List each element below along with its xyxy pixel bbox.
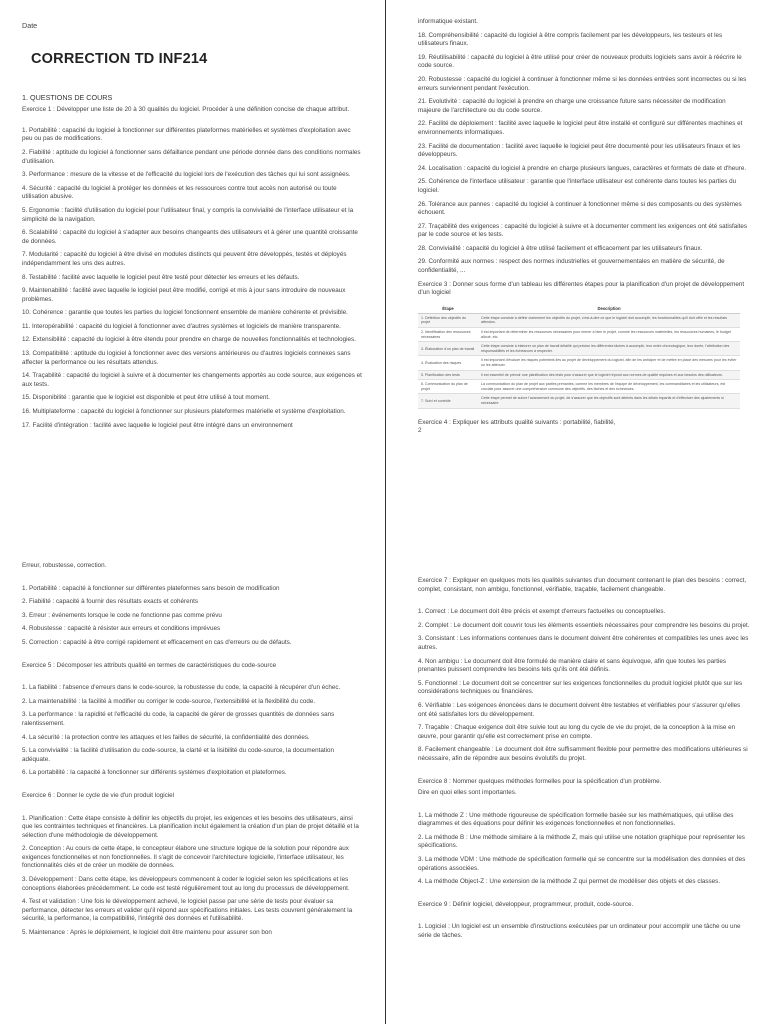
- list-item: 3. La méthode VDM : Une méthode de spécification formelle qui se concentre sur la modélisation des données et des opérations associées.: [418, 856, 746, 872]
- list-item: 4. La méthode Object-Z : Une extension de la méthode Z qui permet de modéliser des objets et des classes.: [418, 878, 721, 886]
- section-heading: 1. QUESTIONS DE COURS: [22, 92, 113, 102]
- list-item: 1. Planification : Cette étape consiste à définir les objectifs du projet, les exigences et les besoins des utilisateurs, ainsi que les contraintes techniques et financières. La planification inclut également la création d'un plan de projet détaillé et la sélection d'une méthodologie de développement.: [22, 814, 359, 839]
- continuation-text: informatique existant.: [418, 18, 478, 25]
- table-cell-step: 6. Communication du plan de projet: [418, 380, 478, 394]
- exercise-7-prompt: Exercice 7 : Expliquer en quelques mots les qualités suivantes d'un document contenant le plan des besoins : correct, complet, consistant, non ambigu, fonctionnel, vérifiable, traçable, facilement changeable.: [418, 577, 747, 593]
- formal-methods-list: [418, 812, 750, 887]
- table-header-row: [418, 304, 740, 314]
- list-item: 4. La sécurité : la protection contre les attaques et les failles de sécurité, la confidentialité des données.: [22, 733, 310, 741]
- definitions-list: [418, 923, 750, 940]
- list-item: 7. Modularité : capacité du logiciel à être divisé en modules distincts qui peuvent être développés, testés et déployés indépendamment les uns des autres.: [22, 251, 347, 267]
- table-row: [418, 342, 740, 356]
- table-cell-step: 1. Définition des objectifs du projet: [418, 313, 478, 327]
- table-cell-description: Il est important d'évaluer les risques potentiels liés au projet de développement du logiciel, afin de les anticiper et de mettre en place des mesures pour les éviter ou les atténuer.: [478, 356, 740, 370]
- list-item: 2. La maintenabilité : la facilité à modifier ou corriger le code-source, l'extensibilité et la flexibilité du code.: [22, 697, 316, 705]
- list-item: 1. Logiciel : Un logiciel est un ensemble d'instructions exécutées par un ordinateur pour accomplir une tâche ou une série de tâches.: [418, 923, 741, 940]
- page-number: 2: [418, 427, 422, 435]
- list-item: 20. Robustesse : capacité du logiciel à continuer à fonctionner même si les données entrées sont incorrectes ou si les erreurs surviennent pendant l'exécution.: [418, 75, 747, 92]
- table-cell-step: 5. Planification des tests: [418, 370, 478, 380]
- table-row: [418, 394, 740, 408]
- list-item: 27. Traçabilité des exigences : capacité du logiciel à suivre et à documenter comment les exigences ont été satisfaites par le code source et les tests.: [418, 222, 748, 239]
- exercise-1-prompt: Exercice 1 : Développer une liste de 20 à 30 qualités du logiciel. Procéder à une définition concise de chaque attribut.: [22, 106, 350, 114]
- list-item: 17. Facilité d'intégration : facilité avec laquelle le logiciel peut être intégré dans un environnement: [22, 421, 293, 429]
- list-item: 29. Conformité aux normes : respect des normes industrielles et gouvernementales en matière de sécurité, de confidentialité, ...: [418, 258, 725, 275]
- page-bottom-right: [418, 577, 750, 1024]
- exercise-8-prompt-cont: Dire en quoi elles sont importantes.: [418, 789, 517, 797]
- list-item: 26. Tolérance aux pannes : capacité du logiciel à continuer à fonctionner même si des composants ou des systèmes échouent.: [418, 200, 742, 217]
- page-bottom-left: [22, 562, 362, 1024]
- list-item: 1. La méthode Z : Une méthode rigoureuse de spécification formelle basée sur les mathématiques, qui utilise des diagrammes et des équations pour définir les exigences fonctionnelles et non fonctionnelles.: [418, 811, 734, 828]
- list-item: 3. Erreur : événements lorsque le code ne fonctionne pas comme prévu: [22, 611, 222, 619]
- table-cell-description: La communication du plan de projet aux parties prenantes, comme les membres de l'équipe de développement, les commanditaires et les utilisateurs, est cruciale pour assurer une compréhension commune des objectifs, des tâches et des échéances.: [478, 380, 740, 394]
- list-item: 2. La méthode B : Une méthode similaire à la méthode Z, mais qui utilise une notation graphique pour représenter les spécifications.: [418, 833, 745, 850]
- source-code-characteristics-list: [22, 684, 362, 778]
- list-item: 16. Multiplateforme : capacité du logiciel à fonctionner sur plusieurs plateformes matérielle et système d'exploitation.: [22, 408, 346, 416]
- exercise-3-prompt: Exercice 3 : Donner sous forme d'un tableau les différentes étapes pour la planification d'un projet de développement d'un logiciel: [418, 280, 745, 297]
- list-item: 1. Portabilité : capacité du logiciel à fonctionner sur différentes plateformes matérielles et systèmes d'exploitation avec peu ou pas de modifications.: [22, 126, 351, 143]
- table-row: [418, 328, 740, 342]
- quality-list-1: [22, 127, 362, 430]
- list-item: 3. Performance : mesure de la vitesse et de l'efficacité du logiciel lors de l'exécution des tâches qui lui sont assignées.: [22, 171, 351, 179]
- attribute-list: [22, 585, 362, 648]
- list-item: 1. Portabilité : capacité à fonctionner sur différentes plateformes sans besoin de modification: [22, 584, 280, 592]
- table-row: [418, 356, 740, 370]
- list-item: 4. Sécurité : capacité du logiciel à protéger les données et les ressources contre tout accès non autorisé ou toute utilisation abusive.: [22, 184, 337, 201]
- quality-list-2: [418, 32, 750, 276]
- list-item: 13. Compatibilité : aptitude du logiciel à fonctionner avec des versions antérieures ou d'autres logiciels connexes sans affecter la performance ou les résultats attendus.: [22, 350, 351, 366]
- list-item: 3. Développement : Dans cette étape, les développeurs commencent à coder le logiciel selon les spécifications et les conceptions élaborées précédemment. Le code est testé régulièrement tout au long du processus de développement.: [22, 876, 350, 892]
- exercise-8-prompt: Exercice 8 : Nommer quelques méthodes formelles pour la spécification d'un problème.: [418, 777, 662, 785]
- list-item: 25. Cohérence de l'interface utilisateur : garantie que l'interface utilisateur est cohérente dans toutes les parties du logiciel.: [418, 178, 737, 194]
- list-item: 5. La convivialité : la facilité d'utilisation du code-source, la clarté et la lisibilité du code-source, la documentation adéquate.: [22, 747, 335, 763]
- list-item: 7. Traçable : Chaque exigence doit être suivie tout au long du cycle de vie du projet, de la conception à la mise en œuvre, pour garantir qu'elle est correctement prise en compte.: [418, 724, 736, 740]
- list-item: 9. Maintenabilité : facilité avec laquelle le logiciel peut être modifié, corrigé et mis à jour sans introduire de nouveaux problèmes.: [22, 287, 346, 303]
- list-item: 22. Facilité de déploiement : facilité avec laquelle le logiciel peut être installé et configuré sur différentes machines et environnements informatiques.: [418, 120, 743, 136]
- list-item: 24. Localisation : capacité du logiciel à prendre en charge plusieurs langues, caractères et formats de date et d'heure.: [418, 164, 747, 172]
- list-item: 4. Test et validation : Une fois le développement achevé, le logiciel passe par une série de tests pour évaluer sa performance, détecter les erreurs et valider qu'il répond aux spécifications initiales. Les tests couvrent généralement la sécurité, la performance, la compatibilité, l'intégrité des données et l'utilisabilité.: [22, 898, 353, 923]
- list-item: 5. Maintenance : Après le déploiement, le logiciel doit être maintenu pour assurer son bon: [22, 929, 272, 937]
- exercise-6-prompt: Exercice 6 : Donner le cycle de vie d'un produit logiciel: [22, 791, 175, 799]
- table-header-description: Description: [478, 304, 740, 314]
- list-item: 10. Cohérence : garantie que toutes les parties du logiciel fonctionnent ensemble de manière cohérente et prévisible.: [22, 309, 348, 317]
- page-top-right: [418, 18, 750, 523]
- list-item: 12. Extensibilité : capacité du logiciel à être étendu pour prendre en charge de nouvelles fonctionnalités et technologies.: [22, 336, 356, 344]
- exercise-4-prompt: Exercice 4 : Expliquer les attributs qualité suivants : portabilité, fiabilité,: [418, 418, 616, 426]
- date-label: Date: [22, 21, 38, 30]
- table-cell-description: Il est important de déterminer les ressources nécessaires pour mener à bien le projet, comme les ressources matérielles, les ressources humaines, le budget alloué, etc.: [478, 328, 740, 342]
- page-title: CORRECTION TD INF214: [31, 50, 208, 67]
- list-item: 5. Fonctionnel : Le document doit se concentrer sur les exigences fonctionnelles du produit logiciel plutôt que sur les considérations techniques ou financières.: [418, 679, 743, 696]
- table-cell-description: Cette étape permet de suivre l'avancement du projet, de s'assurer que les objectifs sont atteints dans les délais impartis et d'effectuer des ajustements si nécessaire.: [478, 394, 740, 408]
- page-divider: [385, 0, 386, 1024]
- page-top-left: [22, 18, 362, 523]
- list-item: 2. Complet : Le document doit couvrir tous les éléments essentiels nécessaires pour comprendre les besoins du projet.: [418, 621, 750, 629]
- list-item: 8. Testabilité : facilité avec laquelle le logiciel peut être testé pour détecter les erreurs et les défauts.: [22, 273, 300, 281]
- list-item: 14. Traçabilité : capacité du logiciel à suivre et à documenter les changements apportés au code source, aux exigences et aux tests.: [22, 372, 362, 388]
- table-header-step: Étape: [418, 304, 478, 314]
- document-qualities-list: [418, 608, 750, 763]
- list-item: 2. Fiabilité : capacité à fournir des résultats exacts et cohérents: [22, 598, 199, 606]
- list-item: 19. Réutilisabilité : capacité du logiciel à être utilisé pour créer de nouveaux produits logiciels sans avoir à réécrire le code source.: [418, 53, 742, 70]
- continuation-text: Erreur, robustesse, correction.: [22, 562, 107, 569]
- table-cell-step: 7. Suivi et contrôle: [418, 394, 478, 408]
- list-item: 23. Facilité de documentation : facilité avec laquelle le logiciel peut être documenté pour les utilisateurs finaux et les développeurs.: [418, 142, 741, 159]
- list-item: 3. Consistant : Les informations contenues dans le document doivent être cohérentes et compatibles les unes avec les autres.: [418, 635, 749, 651]
- list-item: 6. Scalabilité : capacité du logiciel à s'adapter aux besoins changeants des utilisateurs et à gérer une quantité croissante de données.: [22, 229, 358, 245]
- planning-steps-table: [418, 304, 740, 409]
- list-item: 1. Correct : Le document doit être précis et exempt d'erreurs factuelles ou conceptuelles.: [418, 608, 666, 616]
- table-cell-step: 3. Élaboration d'un plan de travail: [418, 342, 478, 356]
- list-item: 15. Disponibilité : garantie que le logiciel est disponible et peut être utilisé à tout moment.: [22, 394, 270, 402]
- list-item: 5. Ergonomie : facilité d'utilisation du logiciel pour l'utilisateur final, y compris la convivialité de l'interface utilisateur et la simplicité de la navigation.: [22, 206, 354, 223]
- exercise-9-prompt: Exercice 9 : Définir logiciel, développeur, programmeur, produit, code-source.: [418, 900, 634, 908]
- table-cell-description: Il est essentiel de prévoir une planification des tests pour s'assurer que le logiciel répond aux normes de qualité requises et aux besoins des utilisateurs.: [478, 370, 740, 380]
- table-row: [418, 380, 740, 394]
- exercise-5-prompt: Exercice 5 : Décomposer les attributs qualité en termes de caractéristiques du code-source: [22, 661, 277, 669]
- list-item: 6. Vérifiable : Les exigences énoncées dans le document doivent être testables et vérifiables pour s'assurer qu'elles ont été satisfaites lors du développement.: [418, 701, 741, 718]
- list-item: 21. Evolutivité : capacité du logiciel à prendre en charge une croissance future sans nécessiter de modification majeure de l'architecture ou du code source.: [418, 98, 726, 114]
- list-item: 11. Interopérabilité : capacité du logiciel à fonctionner avec d'autres systèmes et logiciels de manière transparente.: [22, 322, 341, 330]
- lifecycle-list: [22, 815, 362, 938]
- list-item: 4. Non ambigu : Le document doit être formulé de manière claire et sans équivoque, afin que toutes les parties prenantes puissent comprendre les besoins tels qu'ils ont été définis.: [418, 657, 727, 674]
- table-cell-description: Cette étape consiste à élaborer un plan de travail détaillé qui précise les différentes tâches à accomplir, leur ordre chronologique, leur durée, l'attribution des responsabilités et les échéances à respecter.: [478, 342, 740, 356]
- table-cell-description: Cette étape consiste à définir clairement les objectifs du projet, c'est-à-dire ce que le logiciel doit accomplir, les fonctionnalités qu'il doit offrir et les résultats attendus.: [478, 313, 740, 327]
- list-item: 3. La performance : la rapidité et l'efficacité du code, la capacité de gérer de grosses quantités de données sans ralentissement.: [22, 711, 335, 727]
- table-cell-step: 2. Identification des ressources nécessaires: [418, 328, 478, 342]
- list-item: 2. Conception : Au cours de cette étape, le concepteur élabore une structure logique de la solution pour répondre aux exigences fonctionnelles et non fonctionnelles. Il s'agit de concevoir l'architecture logicielle, l'interface utilisateur, les fonctionnalités clés et de créer un modèle de données.: [22, 845, 349, 870]
- list-item: 6. La portabilité : la capacité à fonctionner sur différents systèmes d'exploitation et plateformes.: [22, 769, 287, 777]
- table-cell-step: 4. Évaluation des risques: [418, 356, 478, 370]
- list-item: 4. Robustesse : capacité à résister aux erreurs et conditions imprévues: [22, 625, 221, 633]
- table-row: [418, 313, 740, 327]
- table-row: [418, 370, 740, 380]
- list-item: 1. La fiabilité : l'absence d'erreurs dans le code-source, la robustesse du code, la capacité à récupérer d'un échec.: [22, 684, 341, 692]
- list-item: 8. Facilement changeable : Le document doit être suffisamment flexible pour permettre des modifications ultérieures si nécessaire, afin de répondre aux besoins évolutifs du projet.: [418, 746, 748, 762]
- list-item: 5. Correction : capacité à être corrigé rapidement et efficacement en cas d'erreurs ou de défauts.: [22, 638, 292, 646]
- title-block: [22, 51, 362, 67]
- list-item: 18. Compréhensibilité : capacité du logiciel à être compris facilement par les développeurs, les testeurs et les utilisateurs finaux.: [418, 31, 723, 48]
- list-item: 28. Convivialité : capacité du logiciel à être utilisé facilement et efficacement par les utilisateurs finaux.: [418, 244, 703, 252]
- list-item: 2. Fiabilité : aptitude du logiciel à fonctionner sans défaillance pendant une période donnée dans des conditions normales d'utilisation.: [22, 148, 361, 165]
